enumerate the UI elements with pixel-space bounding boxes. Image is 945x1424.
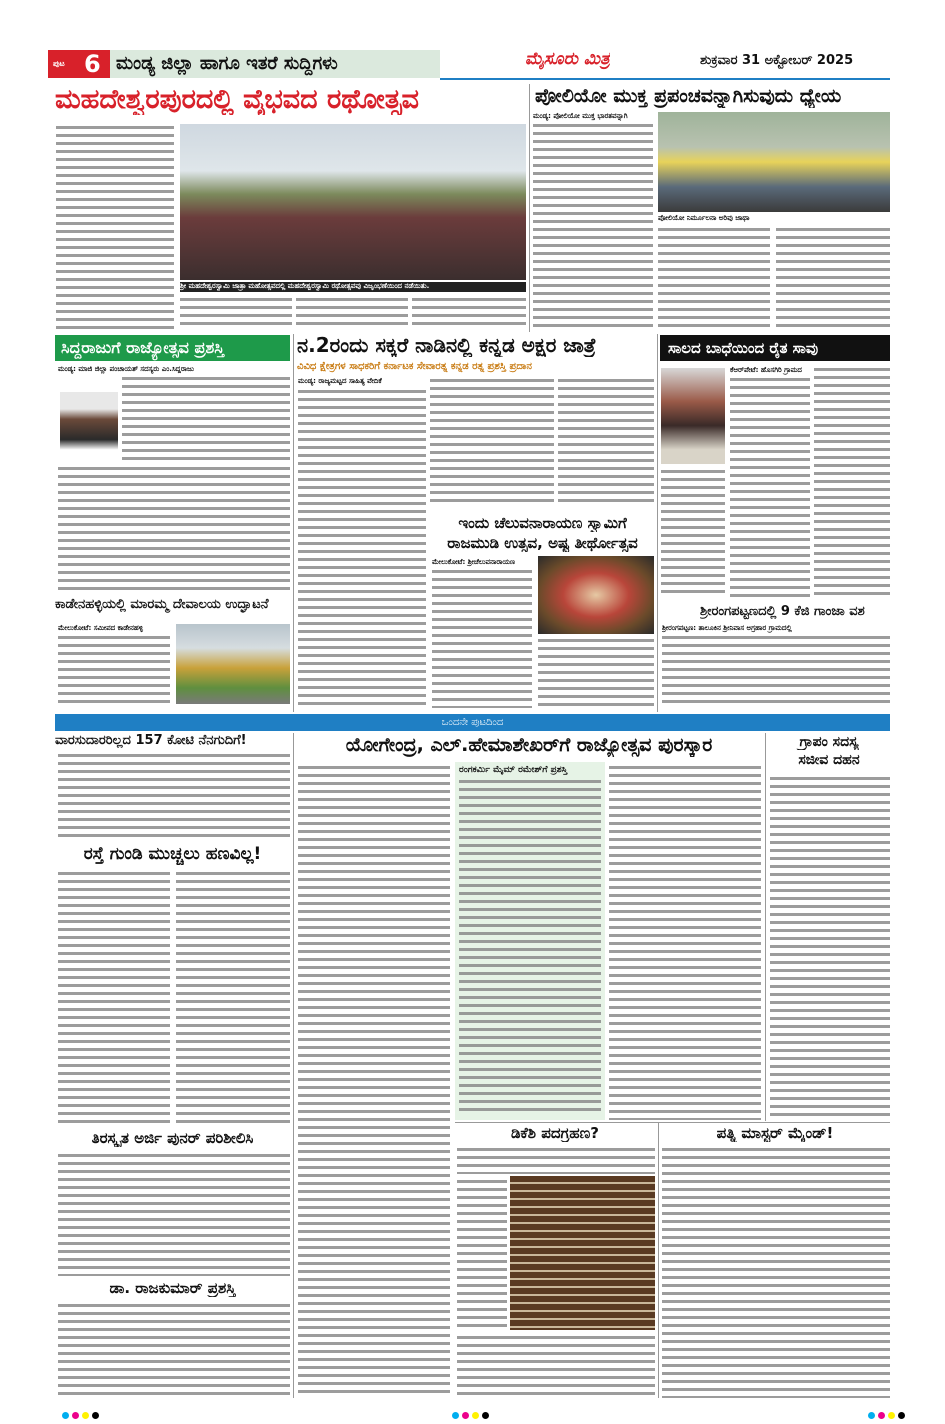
page-number: 6 xyxy=(84,50,101,78)
registration-marks-right xyxy=(868,1404,908,1423)
road-body-col1 xyxy=(58,870,170,1125)
rathotsava-headline: ಮಹದೇಶ್ವರಪುರದಲ್ಲಿ ವೈಭವದ ರಥೋತ್ಸವ xyxy=(55,84,419,115)
maramma-headline: ಕಾಡೇನಹಳ್ಳಿಯಲ್ಲಿ ಮಾರಮ್ಮ ದೇವಾಲಯ ಉದ್ಘಾಟನೆ xyxy=(55,598,269,612)
wife-headline: ಪತ್ನಿ ಮಾಸ್ಟರ್ ಮೈಂಡ್! xyxy=(716,1125,834,1142)
cheluvanarayana-body xyxy=(432,568,532,708)
yogendra-headline: ಯೋಗೇಂದ್ರ, ಎಲ್.ಹೇಮಾಶೇಖರ್‌ಗೆ ರಾಜ್ಯೋತ್ಸವ ಪುರಸ್ಕಾರ xyxy=(345,735,713,756)
cheluvanarayana-headline-1: ಇಂದು ಚೆಲುವನಾರಾಯಣ ಸ್ವಾಮಿಗೆ xyxy=(458,515,627,532)
wife-body xyxy=(662,1146,890,1398)
divider xyxy=(657,334,658,712)
unclaimed-body xyxy=(58,752,290,840)
raita-body-col1 xyxy=(730,376,810,598)
akshara-jatre-body-col3 xyxy=(558,377,654,507)
continued-band xyxy=(55,714,890,731)
ganja-headline: ಶ್ರೀರಂಗಪಟ್ಟಣದಲ್ಲಿ 9 ಕೆಜಿ ಗಾಂಜಾ ವಶ xyxy=(700,605,865,619)
akshara-jatre-body-col1 xyxy=(298,388,426,708)
grapam-body xyxy=(770,775,890,1120)
divider xyxy=(293,733,294,1398)
rathotsava-body-col3 xyxy=(296,296,408,330)
akshara-jatre-body-col2 xyxy=(430,377,554,507)
divider xyxy=(529,84,530,332)
masthead-logo: ಮೈಸೂರು ಮಿತ್ರ xyxy=(525,50,610,69)
unclaimed-headline: ವಾರಸುದಾರರಿಲ್ಲದ 157 ಕೋಟಿ ನೆನಗುದಿಗೆ! xyxy=(55,734,247,748)
dkshi-body-left xyxy=(457,1178,507,1328)
name-board-photo xyxy=(510,1176,655,1330)
rejected-headline: ತಿರಸ್ಕೃತ ಅರ್ಜಿ ಪುನರ್ ಪರಿಶೀಲಿಸಿ xyxy=(91,1130,254,1147)
maramma-temple-photo xyxy=(176,624,290,704)
raita-headline: ಸಾಲದ ಬಾಧೆಯಿಂದ ರೈತ ಸಾವು xyxy=(660,335,890,361)
rajkumar-body xyxy=(58,1302,290,1396)
grapam-headline-2: ಸಜೀವ ದಹನ xyxy=(798,752,860,768)
akshara-jatre-lead: ಮಂಡ್ಯ: ರಾಜ್ಯಮಟ್ಟದ ಸಾಹಿತ್ಯ ವೇದಿಕೆ xyxy=(298,377,426,386)
dkshi-body-top xyxy=(457,1146,655,1174)
siddaraju-body xyxy=(122,375,290,463)
polio-body-col2 xyxy=(658,226,770,330)
divider xyxy=(293,334,294,712)
raita-body-col2 xyxy=(814,366,890,598)
dkshi-headline: ಡಿಕೆಶಿ ಪದಗ್ರಹಣ? xyxy=(510,1125,600,1142)
registration-marks-left xyxy=(62,1404,102,1423)
maramma-body xyxy=(58,634,170,708)
siddaraju-portrait xyxy=(60,392,118,460)
dkshi-body-bottom xyxy=(457,1334,655,1398)
divider xyxy=(455,1122,890,1123)
cheluvanarayana-lead: ಮೇಲುಕೋಟೆ: ಶ್ರೀಚೆಲುವನಾರಾಯಣ xyxy=(432,558,532,567)
rathotsava-caption: ಶ್ರೀ ಮಹದೇಶ್ವರಸ್ವಾಮಿ ಜಾತ್ರಾ ಮಹೋತ್ಸವದಲ್ಲಿ ಮಹದೇಶ್ವರಸ್ವಾಮಿ ರಥೋತ್ಸವವು ವಿಜೃಂಭಣೆಯಿಂದ ನಡೆಯಿತು. xyxy=(180,282,526,292)
ganja-lead: ಶ್ರೀರಂಗಪಟ್ಟಣ: ತಾಲೂಕಿನ ಶ್ರೀನಿವಾಸ ಅಗ್ರಹಾರ ಗ್ರಾಮದಲ್ಲಿ xyxy=(662,624,890,633)
rathotsava-photo xyxy=(180,124,526,280)
raita-portrait xyxy=(661,368,725,464)
maramma-lead: ಮೇಲುಕೋಟೆ: ಸಮೀಪದ ಕಾಡೇನಹಳ್ಳಿ xyxy=(58,624,170,633)
siddaraju-lead: ಮಂಡ್ಯ: ಮಾಜಿ ಜಿಲ್ಲಾ ಪಂಚಾಯತ್ ಸದಸ್ಯರು ಎಂ.ಸಿದ್ದರಾಜು xyxy=(58,365,290,374)
cheluvanarayana-headline-2: ರಾಜಮುಡಿ ಉತ್ಸವ, ಅಷ್ಟ ತೀರ್ಥೋತ್ಸವ xyxy=(447,535,638,552)
polio-lead: ಮಂಡ್ಯ: ಪೋಲಿಯೋ ಮುಕ್ತ ಭಾರತವನ್ನಾಗಿ xyxy=(533,112,653,121)
polio-headline: ಪೋಲಿಯೋ ಮುಕ್ತ ಪ್ರಪಂಚವನ್ನಾಗಿಸುವುದು ಧ್ಯೇಯ xyxy=(535,86,842,107)
polio-photo xyxy=(658,112,890,212)
registration-marks-center xyxy=(452,1404,492,1423)
section-title: ಮಂಡ್ಯ ಜಿಲ್ಲಾ ಹಾಗೂ ಇತರೆ ಸುದ್ದಿಗಳು xyxy=(110,50,440,78)
page-label: ಪುಟ xyxy=(53,59,65,68)
header-rule xyxy=(440,78,890,80)
polio-body-col3 xyxy=(776,226,890,330)
rajkumar-headline: ಡಾ. ರಾಜಕುಮಾರ್ ಪ್ರಶಸ್ತಿ xyxy=(109,1280,236,1297)
continued-label: ಒಂದನೇ ಪುಟದಿಂದ xyxy=(441,717,504,728)
issue-date: ಶುಕ್ರವಾರ 31 ಅಕ್ಟೋಬರ್ 2025 xyxy=(700,54,854,68)
akshara-jatre-subheadline: ವಿವಿಧ ಕ್ಷೇತ್ರಗಳ ಸಾಧಕರಿಗೆ ಕರ್ನಾಟಕ ಸೇವಾರತ್ನ ಕನ್ನಡ ರತ್ನ ಪ್ರಶಸ್ತಿ ಪ್ರದಾನ xyxy=(297,361,532,372)
road-body-col2 xyxy=(176,870,290,1125)
cheluvanarayana-body-2 xyxy=(538,637,654,708)
akshara-jatre-headline: ನ.2ರಂದು ಸಕ್ಕರೆ ನಾಡಿನಲ್ಲಿ ಕನ್ನಡ ಅಕ್ಷರ ಜಾತ್ರೆ xyxy=(297,334,596,357)
rathotsava-body-col1 xyxy=(56,124,174,329)
grapam-headline-1: ಗ್ರಾಪಂ ಸದಸ್ಯ xyxy=(799,734,859,750)
rathotsava-body-col4 xyxy=(412,296,526,330)
polio-caption: ಪೋಲಿಯೋ ನಿರ್ಮೂಲನಾ ಅರಿವು ಜಾಥಾ xyxy=(658,214,890,223)
rangakarmi-body xyxy=(459,778,601,1116)
raita-lead: ಕೆಆರ್‌ಪೇಟೆ: ಹೊಸಗಿರಿ ಗ್ರಾಮದ xyxy=(730,366,810,375)
rathotsava-body-col2 xyxy=(180,296,292,330)
polio-body-col1 xyxy=(533,122,653,330)
rejected-body xyxy=(58,1152,290,1276)
siddaraju-headline: ಸಿದ್ದರಾಜುಗೆ ರಾಜ್ಯೋತ್ಸವ ಪ್ರಶಸ್ತಿ xyxy=(55,335,290,361)
ganja-body xyxy=(662,634,890,708)
page-number-badge xyxy=(48,50,110,78)
rajamudi-crown-photo xyxy=(538,556,654,634)
divider xyxy=(658,1122,659,1398)
yogendra-body-col2 xyxy=(609,764,761,1120)
rangakarmi-box xyxy=(455,762,605,1120)
raita-body-col1b xyxy=(661,468,725,598)
siddaraju-body-cont xyxy=(58,465,290,593)
yogendra-body-col1 xyxy=(298,764,450,1398)
rangakarmi-headline: ರಂಗಕರ್ಮಿ ಮೈಮ್ ರಮೇಶ್‌ಗೆ ಪ್ರಶಸ್ತಿ xyxy=(459,765,568,775)
road-headline: ರಸ್ತೆ ಗುಂಡಿ ಮುಚ್ಚಲು ಹಣವಿಲ್ಲ! xyxy=(83,845,262,864)
divider xyxy=(765,733,766,1121)
